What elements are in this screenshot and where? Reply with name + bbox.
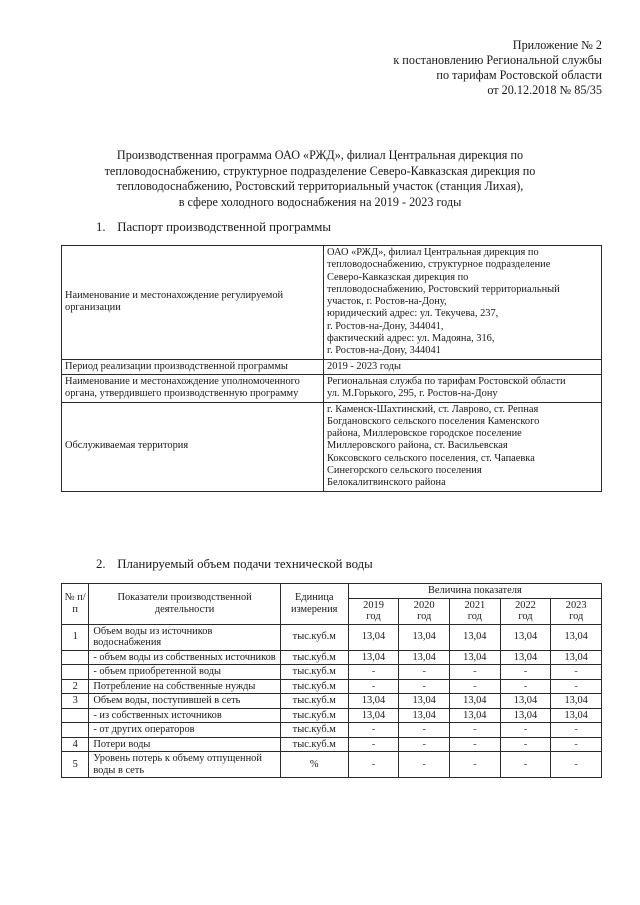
table-row xyxy=(62,723,602,738)
row-value: 13,04 xyxy=(399,650,450,665)
column-header-year xyxy=(450,598,501,624)
column-header-indicator: Показатели производственной деятельности xyxy=(89,584,280,625)
row-indicator: - объем воды из собственных источников xyxy=(89,650,280,665)
section-heading-passport xyxy=(96,220,331,235)
passport-value-line: тепловодоснабжению, Ростовский территориальный xyxy=(327,283,560,295)
volume-table xyxy=(61,583,602,778)
row-value: - xyxy=(551,665,602,680)
passport-value-line: ОАО «РЖД», филиал Центральная дирекция по xyxy=(327,247,539,258)
passport-value xyxy=(324,374,602,402)
column-header-num: № п/п xyxy=(62,584,89,625)
row-indicator: - из собственных источников xyxy=(89,708,280,723)
passport-key: Наименование и местонахождение регулируемой организации xyxy=(62,246,324,360)
passport-row xyxy=(62,402,602,491)
year-suffix: год xyxy=(518,611,533,622)
row-number xyxy=(62,723,89,738)
passport-value-line: 2019 - 2023 годы xyxy=(327,360,401,372)
passport-table xyxy=(61,245,602,492)
table-row xyxy=(62,665,602,680)
passport-value-line: юридический адрес: ул. Текучева, 237, xyxy=(327,308,499,320)
row-indicator: - объем приобретенной воды xyxy=(89,665,280,680)
passport-value xyxy=(324,359,602,374)
passport-value-line: Северо-Кавказская дирекция по xyxy=(327,271,469,283)
row-value: - xyxy=(500,665,551,680)
passport-value-line: Миллеровского района, ст. Васильевская xyxy=(327,440,508,452)
row-value: - xyxy=(450,723,501,738)
passport-value-line: Богдановского сельского поселения Каменского xyxy=(327,415,540,427)
passport-value-line: тепловодоснабжению, структурное подразделение xyxy=(327,259,551,271)
passport-value-line: Коксовского сельского поселения, ст. Чапаевка xyxy=(327,452,535,464)
year-suffix: год xyxy=(417,611,432,622)
passport-value-line: Региональная служба по тарифам Ростовской области xyxy=(327,375,566,387)
row-value: 13,04 xyxy=(551,624,602,650)
section-number: 2. xyxy=(96,557,106,571)
row-value: - xyxy=(450,752,501,778)
row-value: - xyxy=(500,723,551,738)
row-value: 13,04 xyxy=(348,708,399,723)
year-label: 2023 xyxy=(565,599,587,611)
column-header-year xyxy=(348,598,399,624)
row-value: - xyxy=(348,737,399,752)
table-row xyxy=(62,708,602,723)
row-unit: тыс.куб.м xyxy=(280,694,348,709)
table-row xyxy=(62,679,602,694)
table-row xyxy=(62,650,602,665)
row-indicator: Потребление на собственные нужды xyxy=(89,679,280,694)
row-unit: % xyxy=(280,752,348,778)
row-indicator: Объем воды из источников водоснабжения xyxy=(89,624,280,650)
table-row xyxy=(62,624,602,650)
passport-key: Наименование и местонахождение уполномоченного органа, утвердившего производственную программу xyxy=(62,374,324,402)
row-value: 13,04 xyxy=(348,650,399,665)
passport-value-line: Синегорского сельского поселения xyxy=(327,465,482,477)
row-value: - xyxy=(551,737,602,752)
year-suffix: год xyxy=(467,611,482,622)
row-number: 4 xyxy=(62,737,89,752)
row-indicator: Объем воды, поступившей в сеть xyxy=(89,694,280,709)
row-value: 13,04 xyxy=(500,650,551,665)
table-row xyxy=(62,694,602,709)
row-number xyxy=(62,665,89,680)
row-value: 13,04 xyxy=(551,694,602,709)
row-value: 13,04 xyxy=(500,708,551,723)
row-unit: тыс.куб.м xyxy=(280,624,348,650)
passport-value-line: г. Ростов-на-Дону, 344041 xyxy=(327,345,441,357)
appendix-header xyxy=(302,38,602,98)
column-header-unit: Единица измерения xyxy=(280,584,348,625)
section-title: Паспорт производственной программы xyxy=(117,220,331,234)
passport-value-line: Белокалитвинского района xyxy=(327,477,446,489)
year-label: 2019 xyxy=(363,599,384,611)
row-value: - xyxy=(399,723,450,738)
row-value: - xyxy=(348,723,399,738)
table-row xyxy=(62,737,602,752)
passport-value-line: г. Ростов-на-Дону, 344041, xyxy=(327,320,444,332)
row-value: 13,04 xyxy=(399,708,450,723)
passport-row xyxy=(62,374,602,402)
passport-row xyxy=(62,246,602,360)
title-line: Производственная программа ОАО «РЖД», филиал Центральная дирекция по xyxy=(116,148,524,162)
passport-value xyxy=(324,246,602,360)
row-indicator: - от других операторов xyxy=(89,723,280,738)
row-value: 13,04 xyxy=(450,694,501,709)
passport-value-line: района, Миллеровское городское поселение xyxy=(327,428,522,440)
row-value: 13,04 xyxy=(450,624,501,650)
row-value: 13,04 xyxy=(399,694,450,709)
row-value: - xyxy=(500,679,551,694)
passport-value xyxy=(324,402,602,491)
table-row xyxy=(62,752,602,778)
row-value: - xyxy=(348,679,399,694)
year-label: 2022 xyxy=(515,599,536,611)
row-number xyxy=(62,650,89,665)
column-header-year xyxy=(551,598,602,624)
passport-value-line: ул. М.Горького, 295, г. Ростов-на-Дону xyxy=(327,388,498,400)
year-label: 2020 xyxy=(413,599,435,611)
row-indicator: Потери воды xyxy=(89,737,280,752)
row-unit: тыс.куб.м xyxy=(280,737,348,752)
appendix-line: Приложение № 2 xyxy=(512,38,602,52)
row-unit: тыс.куб.м xyxy=(280,665,348,680)
row-value: - xyxy=(399,752,450,778)
row-number: 3 xyxy=(62,694,89,709)
row-unit: тыс.куб.м xyxy=(280,723,348,738)
table-header-row xyxy=(62,584,602,599)
year-label: 2021 xyxy=(464,599,486,611)
row-value: - xyxy=(551,723,602,738)
document-title xyxy=(100,148,540,210)
row-value: - xyxy=(551,679,602,694)
row-number: 1 xyxy=(62,624,89,650)
passport-key: Обслуживаемая территория xyxy=(62,402,324,491)
row-number: 2 xyxy=(62,679,89,694)
row-value: - xyxy=(450,679,501,694)
row-unit: тыс.куб.м xyxy=(280,708,348,723)
row-value: 13,04 xyxy=(551,650,602,665)
section-heading-volume xyxy=(96,557,373,572)
appendix-line: к постановлению Региональной службы xyxy=(393,53,602,67)
column-header-year xyxy=(399,598,450,624)
row-value: 13,04 xyxy=(500,694,551,709)
year-suffix: год xyxy=(366,611,381,622)
row-number: 5 xyxy=(62,752,89,778)
appendix-line: от 20.12.2018 № 85/35 xyxy=(487,83,602,97)
appendix-line: по тарифам Ростовской области xyxy=(436,68,602,82)
row-value: - xyxy=(450,737,501,752)
row-value: - xyxy=(399,679,450,694)
row-indicator: Уровень потерь к объему отпущенной воды в сеть xyxy=(89,752,280,778)
row-value: - xyxy=(500,752,551,778)
section-number: 1. xyxy=(96,220,106,234)
row-value: - xyxy=(500,737,551,752)
row-value: - xyxy=(348,752,399,778)
row-unit: тыс.куб.м xyxy=(280,650,348,665)
section-title: Планируемый объем подачи технической воды xyxy=(117,557,373,571)
passport-key: Период реализации производственной программы xyxy=(62,359,324,374)
row-value: - xyxy=(348,665,399,680)
column-header-year xyxy=(500,598,551,624)
row-value: 13,04 xyxy=(450,708,501,723)
title-line: тепловодоснабжению, структурное подразделение Северо-Кавказская дирекция по xyxy=(104,163,536,178)
row-value: - xyxy=(551,752,602,778)
row-unit: тыс.куб.м xyxy=(280,679,348,694)
row-value: 13,04 xyxy=(500,624,551,650)
row-value: 13,04 xyxy=(450,650,501,665)
year-suffix: год xyxy=(569,611,584,622)
column-header-value-group: Величина показателя xyxy=(348,584,601,599)
row-value: 13,04 xyxy=(551,708,602,723)
passport-value-line: фактический адрес: ул. Мадояна, 316, xyxy=(327,333,495,345)
title-line: тепловодоснабжению, Ростовский территориальный участок (станция Лихая), xyxy=(116,179,524,193)
row-value: 13,04 xyxy=(348,694,399,709)
passport-row xyxy=(62,359,602,374)
passport-value-line: г. Каменск-Шахтинский, ст. Лаврово, ст. Репная xyxy=(327,403,539,415)
row-value: - xyxy=(399,665,450,680)
row-value: 13,04 xyxy=(399,624,450,650)
passport-value-line: участок, г. Ростов-на-Дону, xyxy=(327,296,447,308)
title-line: в сфере холодного водоснабжения на 2019 - 2023 годы xyxy=(178,194,462,209)
row-value: - xyxy=(450,665,501,680)
row-value: - xyxy=(399,737,450,752)
row-value: 13,04 xyxy=(348,624,399,650)
row-number xyxy=(62,708,89,723)
